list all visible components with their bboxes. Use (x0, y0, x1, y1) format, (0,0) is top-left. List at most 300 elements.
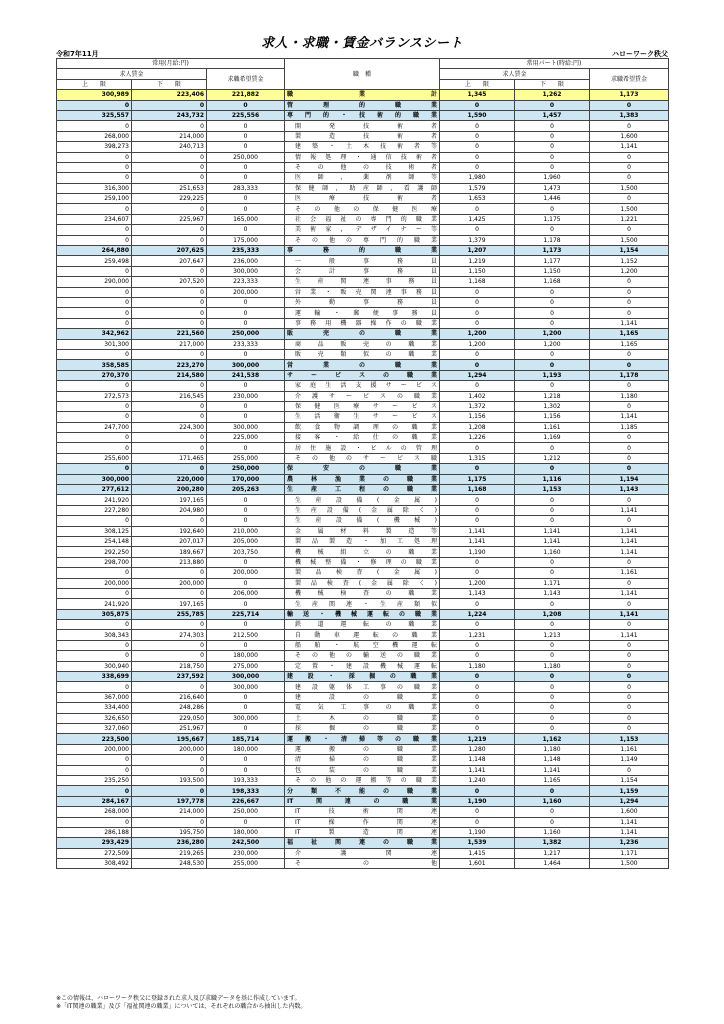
category-row (57, 100, 669, 110)
occupation-cell: 建設躯体工事の職業 (285, 682, 440, 692)
parttime-upper-cell: 1,601 (440, 859, 515, 869)
fulltime-upper-cell: 277,612 (57, 485, 132, 495)
fulltime-lower-cell: 0 (132, 464, 207, 474)
parttime-desired-cell: 0 (590, 516, 669, 526)
fulltime-desired-cell: 205,263 (207, 485, 285, 495)
fulltime-desired-cell: 223,333 (207, 277, 285, 287)
parttime-desired-cell: 1,600 (590, 131, 669, 141)
occupation-cell: 運搬の職業 (285, 744, 440, 754)
parttime-upper-cell: 1,653 (440, 194, 515, 204)
fulltime-upper-cell: 292,250 (57, 547, 132, 557)
fulltime-lower-cell: 251,967 (132, 724, 207, 734)
parttime-lower-cell: 1,116 (515, 474, 590, 484)
parttime-upper-cell: 1,190 (440, 827, 515, 837)
parttime-upper-cell: 0 (440, 349, 515, 359)
fulltime-upper-cell: 290,000 (57, 277, 132, 287)
fulltime-lower-cell: 0 (132, 349, 207, 359)
fulltime-lower-cell: 240,713 (132, 142, 207, 152)
fulltime-lower-cell: 223,270 (132, 360, 207, 370)
table-row (57, 682, 669, 692)
table-row (57, 620, 669, 630)
parttime-upper-cell: 1,980 (440, 173, 515, 183)
fulltime-desired-cell: 0 (207, 308, 285, 318)
parttime-upper-cell: 0 (440, 162, 515, 172)
fulltime-lower-cell: 0 (132, 318, 207, 328)
table-row (57, 162, 669, 172)
parttime-lower-cell: 1,160 (515, 796, 590, 806)
parttime-lower-cell: 0 (515, 142, 590, 152)
parttime-upper-cell: 1,294 (440, 370, 515, 380)
parttime-desired-cell: 1,149 (590, 755, 669, 765)
parttime-lower-cell: 0 (515, 225, 590, 235)
fulltime-desired-cell: 255,000 (207, 859, 285, 869)
occupation-cell: 保安の職業 (285, 464, 440, 474)
table-row (57, 225, 669, 235)
parttime-desired-cell: 0 (590, 464, 669, 474)
footnotes (56, 995, 306, 1011)
fulltime-upper-cell: 264,880 (57, 246, 132, 256)
occupation-cell: 製品検査(金属除く) (285, 578, 440, 588)
parttime-upper-cell: 0 (440, 692, 515, 702)
fulltime-desired-cell: 250,000 (207, 807, 285, 817)
occupation-cell: その他 (285, 859, 440, 869)
category-row (57, 110, 669, 120)
parttime-desired-cell: 1,161 (590, 568, 669, 578)
table-row (57, 297, 669, 307)
parttime-desired-wage-header: 求職希望賃金 (590, 69, 669, 90)
parttime-lower-cell: 1,162 (515, 734, 590, 744)
fulltime-lower-cell: 0 (132, 173, 207, 183)
occupation-cell: その他の保健医療 (285, 204, 440, 214)
occupation-cell: 建築・土木技術者等 (285, 142, 440, 152)
parttime-lower-cell: 1,262 (515, 90, 590, 100)
fulltime-desired-cell: 300,000 (207, 422, 285, 432)
fulltime-upper-cell: 0 (57, 640, 132, 650)
fulltime-lower-cell: 229,050 (132, 713, 207, 723)
parttime-lower-cell: 0 (515, 516, 590, 526)
fulltime-desired-cell: 0 (207, 173, 285, 183)
fulltime-upper-cell: 268,000 (57, 131, 132, 141)
parttime-lower-cell: 0 (515, 495, 590, 505)
occupation-cell: 生産関連・生産類似 (285, 599, 440, 609)
parttime-upper-cell: 0 (440, 121, 515, 131)
parttime-desired-cell: 0 (590, 433, 669, 443)
fulltime-upper-cell: 0 (57, 682, 132, 692)
parttime-upper-cell: 1,200 (440, 578, 515, 588)
parttime-desired-cell: 1,141 (590, 609, 669, 619)
fulltime-desired-cell: 200,000 (207, 287, 285, 297)
table-row (57, 214, 669, 224)
table-row (57, 505, 669, 515)
fulltime-desired-cell: 225,556 (207, 110, 285, 120)
fulltime-desired-cell: 225,000 (207, 433, 285, 443)
fulltime-upper-cell: 308,125 (57, 526, 132, 536)
occupation-cell: 保健医療サービス (285, 401, 440, 411)
parttime-lower-cell: 0 (515, 287, 590, 297)
fulltime-desired-cell: 0 (207, 131, 285, 141)
parttime-upper-cell: 0 (440, 568, 515, 578)
occupation-cell: 販売の職業 (285, 329, 440, 339)
fulltime-upper-cell: 0 (57, 162, 132, 172)
parttime-desired-cell: 1,165 (590, 329, 669, 339)
fulltime-lower-cell: 0 (132, 287, 207, 297)
occupation-cell: 一般事務員 (285, 256, 440, 266)
parttime-upper-cell: 0 (440, 318, 515, 328)
parttime-lower-cell: 1,218 (515, 391, 590, 401)
parttime-lower-cell: 1,178 (515, 235, 590, 245)
fulltime-upper-cell: 0 (57, 755, 132, 765)
parttime-desired-cell: 1,152 (590, 256, 669, 266)
parttime-upper-cell: 1,168 (440, 277, 515, 287)
fulltime-upper-cell: 272,573 (57, 391, 132, 401)
table-row (57, 308, 669, 318)
table-row (57, 412, 669, 422)
fulltime-lower-cell: 217,000 (132, 339, 207, 349)
parttime-upper-cell: 0 (440, 703, 515, 713)
fulltime-upper-cell: 398,273 (57, 142, 132, 152)
fulltime-lower-cell: 255,785 (132, 609, 207, 619)
fulltime-lower-cell: 200,000 (132, 744, 207, 754)
fulltime-lower-cell: 0 (132, 755, 207, 765)
fulltime-offer-wage-header: 求人賃金 (57, 69, 207, 79)
parttime-desired-cell: 0 (590, 640, 669, 650)
occupation-cell: 機械整備・修理の職業 (285, 557, 440, 567)
parttime-desired-cell: 0 (590, 287, 669, 297)
parttime-lower-cell: 1,193 (515, 370, 590, 380)
fulltime-desired-cell: 0 (207, 724, 285, 734)
parttime-upper-cell: 0 (440, 308, 515, 318)
fulltime-lower-cell: 0 (132, 568, 207, 578)
page-title: 求人・求職・賃金バランスシート (260, 36, 464, 51)
fulltime-desired-cell: 165,000 (207, 214, 285, 224)
parttime-lower-cell: 0 (515, 620, 590, 630)
occupation-cell: 製造技術者 (285, 131, 440, 141)
parttime-desired-cell: 0 (590, 225, 669, 235)
category-row (57, 464, 669, 474)
fulltime-desired-cell: 241,538 (207, 370, 285, 380)
fulltime-desired-cell: 170,000 (207, 474, 285, 484)
occupation-cell: 土木の職業 (285, 713, 440, 723)
parttime-desired-cell: 1,194 (590, 474, 669, 484)
occupation-cell: 家庭生活支援サービス (285, 381, 440, 391)
occupation-cell: 生産設備(機械) (285, 516, 440, 526)
fulltime-desired-cell: 0 (207, 817, 285, 827)
parttime-desired-cell: 0 (590, 443, 669, 453)
parttime-upper-cell: 1,141 (440, 536, 515, 546)
fulltime-upper-cell: 316,300 (57, 183, 132, 193)
parttime-desired-cell: 0 (590, 194, 669, 204)
occupation-cell: 販売類似の職業 (285, 349, 440, 359)
parttime-lower-cell: 1,212 (515, 453, 590, 463)
parttime-upper-cell: 1,200 (440, 329, 515, 339)
occupation-cell: 介護サービスの職業 (285, 391, 440, 401)
fulltime-upper-cell: 0 (57, 433, 132, 443)
fulltime-desired-cell: 250,000 (207, 152, 285, 162)
fulltime-desired-cell: 0 (207, 755, 285, 765)
parttime-lower-cell: 0 (515, 557, 590, 567)
fulltime-desired-cell: 242,500 (207, 838, 285, 848)
table-row (57, 755, 669, 765)
fulltime-desired-cell: 275,000 (207, 661, 285, 671)
category-row (57, 246, 669, 256)
fulltime-upper-cell: 0 (57, 287, 132, 297)
occupation-cell: 運輸・郵便事務員 (285, 308, 440, 318)
parttime-upper-cell: 0 (440, 204, 515, 214)
category-row (57, 329, 669, 339)
table-row (57, 183, 669, 193)
occupation-cell: IT操作関連 (285, 817, 440, 827)
parttime-upper-header: 上 限 (440, 79, 515, 89)
parttime-lower-cell: 1,153 (515, 485, 590, 495)
fulltime-upper-cell: 241,920 (57, 495, 132, 505)
fulltime-upper-cell: 0 (57, 297, 132, 307)
category-row (57, 609, 669, 619)
fulltime-lower-cell: 0 (132, 786, 207, 796)
fulltime-desired-cell: 250,000 (207, 329, 285, 339)
parttime-upper-cell: 0 (440, 651, 515, 661)
fulltime-lower-cell: 220,000 (132, 474, 207, 484)
fulltime-upper-cell: 0 (57, 349, 132, 359)
parttime-desired-cell: 1,200 (590, 266, 669, 276)
fulltime-lower-cell: 0 (132, 235, 207, 245)
parttime-desired-cell: 0 (590, 599, 669, 609)
parttime-desired-cell: 0 (590, 152, 669, 162)
fulltime-upper-cell: 300,000 (57, 474, 132, 484)
fulltime-desired-cell: 255,000 (207, 453, 285, 463)
table-row (57, 131, 669, 141)
table-row (57, 339, 669, 349)
fulltime-desired-cell: 0 (207, 121, 285, 131)
parttime-lower-cell: 1,141 (515, 526, 590, 536)
occupation-cell: 清掃の職業 (285, 755, 440, 765)
fulltime-upper-cell: 327,060 (57, 724, 132, 734)
parttime-upper-cell: 0 (440, 381, 515, 391)
parttime-lower-cell: 0 (515, 443, 590, 453)
occupation-cell: 船舶・航空機運転 (285, 640, 440, 650)
parttime-upper-cell: 1,219 (440, 734, 515, 744)
occupation-cell: 輸送・機械運転の職業 (285, 609, 440, 619)
fulltime-lower-cell: 171,465 (132, 453, 207, 463)
table-row (57, 391, 669, 401)
parttime-lower-cell: 1,473 (515, 183, 590, 193)
fulltime-upper-cell: 0 (57, 235, 132, 245)
parttime-upper-cell: 1,539 (440, 838, 515, 848)
fulltime-lower-cell: 248,286 (132, 703, 207, 713)
occupation-cell: 美術家，デザイナー等 (285, 225, 440, 235)
table-row (57, 859, 669, 869)
fulltime-lower-cell: 0 (132, 401, 207, 411)
parttime-desired-cell: 1,236 (590, 838, 669, 848)
parttime-lower-cell: 0 (515, 692, 590, 702)
fulltime-upper-cell: 300,940 (57, 661, 132, 671)
fulltime-desired-cell: 0 (207, 297, 285, 307)
parttime-desired-cell: 0 (590, 765, 669, 775)
parttime-header: 常用パート(時給:円) (440, 59, 669, 69)
table-row (57, 713, 669, 723)
parttime-desired-cell: 0 (590, 173, 669, 183)
fulltime-desired-cell: 180,000 (207, 827, 285, 837)
category-row (57, 370, 669, 380)
parttime-lower-cell: 1,143 (515, 588, 590, 598)
parttime-upper-cell: 1,425 (440, 214, 515, 224)
parttime-upper-cell: 1,224 (440, 609, 515, 619)
fulltime-desired-cell: 0 (207, 142, 285, 152)
parttime-lower-cell: 0 (515, 308, 590, 318)
table-row (57, 349, 669, 359)
fulltime-lower-cell: 204,980 (132, 505, 207, 515)
occupation-cell: 介護関連 (285, 848, 440, 858)
parttime-upper-cell: 1,148 (440, 755, 515, 765)
parttime-lower-cell: 0 (515, 703, 590, 713)
occupation-cell: 管理的職業 (285, 100, 440, 110)
fulltime-lower-cell: 195,667 (132, 734, 207, 744)
fulltime-lower-cell: 219,265 (132, 848, 207, 858)
table-row (57, 142, 669, 152)
parttime-desired-cell: 1,141 (590, 412, 669, 422)
fulltime-desired-cell: 0 (207, 204, 285, 214)
parttime-upper-cell: 0 (440, 297, 515, 307)
fulltime-upper-cell: 305,875 (57, 609, 132, 619)
parttime-lower-cell: 0 (515, 651, 590, 661)
parttime-desired-cell: 1,141 (590, 505, 669, 515)
fulltime-upper-cell: 0 (57, 443, 132, 453)
fulltime-desired-cell: 0 (207, 401, 285, 411)
parttime-lower-cell: 0 (515, 807, 590, 817)
occupation-cell: 会計事務員 (285, 266, 440, 276)
fulltime-desired-cell: 205,000 (207, 536, 285, 546)
occupation-cell: 農林漁業の職業 (285, 474, 440, 484)
fulltime-desired-cell: 180,000 (207, 744, 285, 754)
parttime-upper-cell: 1,143 (440, 588, 515, 598)
table-row (57, 401, 669, 411)
report-date: 令和7年11月 (56, 50, 99, 58)
fulltime-desired-cell: 185,714 (207, 734, 285, 744)
fulltime-desired-cell: 283,333 (207, 183, 285, 193)
parttime-desired-cell: 1,141 (590, 142, 669, 152)
parttime-lower-cell: 0 (515, 599, 590, 609)
table-body (57, 90, 669, 869)
occupation-header: 職 種 (285, 59, 440, 90)
parttime-lower-cell: 1,173 (515, 246, 590, 256)
occupation-cell: 生産関連事務員 (285, 277, 440, 287)
fulltime-upper-cell: 308,492 (57, 859, 132, 869)
table-row (57, 630, 669, 640)
parttime-upper-cell: 0 (440, 464, 515, 474)
occupation-cell: 生産設備(金属除く) (285, 505, 440, 515)
fulltime-lower-cell: 0 (132, 266, 207, 276)
parttime-lower-cell: 1,150 (515, 266, 590, 276)
occupation-cell: その他のサービス職 (285, 453, 440, 463)
fulltime-upper-cell: 286,188 (57, 827, 132, 837)
occupation-cell: 商品販売の職業 (285, 339, 440, 349)
parttime-lower-cell: 1,141 (515, 765, 590, 775)
parttime-desired-cell: 1,141 (590, 547, 669, 557)
fulltime-desired-cell: 0 (207, 225, 285, 235)
parttime-upper-cell: 1,579 (440, 183, 515, 193)
parttime-desired-cell: 1,383 (590, 110, 669, 120)
parttime-lower-cell: 0 (515, 672, 590, 682)
fulltime-lower-cell: 0 (132, 152, 207, 162)
parttime-desired-cell: 0 (590, 713, 669, 723)
category-row (57, 734, 669, 744)
parttime-lower-cell: 1,168 (515, 277, 590, 287)
parttime-lower-cell: 0 (515, 682, 590, 692)
fulltime-lower-cell: 221,560 (132, 329, 207, 339)
parttime-lower-cell: 0 (515, 297, 590, 307)
fulltime-upper-cell: 0 (57, 100, 132, 110)
parttime-desired-cell: 1,141 (590, 827, 669, 837)
parttime-desired-cell: 0 (590, 308, 669, 318)
fulltime-lower-cell: 214,000 (132, 131, 207, 141)
parttime-lower-cell: 1,160 (515, 827, 590, 837)
parttime-upper-cell: 0 (440, 443, 515, 453)
occupation-cell: 居住施設・ビルの管理 (285, 443, 440, 453)
fulltime-desired-cell: 0 (207, 640, 285, 650)
parttime-desired-cell: 0 (590, 349, 669, 359)
fulltime-lower-cell: 248,530 (132, 859, 207, 869)
parttime-upper-cell: 1,345 (440, 90, 515, 100)
table-row (57, 765, 669, 775)
fulltime-desired-cell: 206,000 (207, 588, 285, 598)
fulltime-desired-cell: 0 (207, 516, 285, 526)
fulltime-upper-cell: 268,000 (57, 807, 132, 817)
fulltime-desired-cell: 236,000 (207, 256, 285, 266)
fulltime-lower-cell: 0 (132, 412, 207, 422)
parttime-lower-cell: 1,169 (515, 433, 590, 443)
fulltime-lower-cell: 213,880 (132, 557, 207, 567)
fulltime-lower-header: 下 限 (132, 79, 207, 89)
fulltime-upper-cell: 0 (57, 381, 132, 391)
occupation-cell: 製品製造・加工処理 (285, 536, 440, 546)
fulltime-lower-cell: 0 (132, 297, 207, 307)
fulltime-upper-cell: 272,509 (57, 848, 132, 858)
fulltime-desired-cell: 0 (207, 620, 285, 630)
table-row (57, 235, 669, 245)
fulltime-upper-cell: 367,000 (57, 692, 132, 702)
category-row (57, 485, 669, 495)
fulltime-upper-cell: 0 (57, 651, 132, 661)
fulltime-desired-cell: 225,714 (207, 609, 285, 619)
parttime-upper-cell: 1,379 (440, 235, 515, 245)
parttime-desired-cell: 1,500 (590, 235, 669, 245)
fulltime-desired-cell: 0 (207, 578, 285, 588)
parttime-upper-cell: 1,315 (440, 453, 515, 463)
fulltime-upper-cell: 308,343 (57, 630, 132, 640)
parttime-desired-cell: 0 (590, 495, 669, 505)
parttime-upper-cell: 0 (440, 599, 515, 609)
fulltime-upper-cell: 223,500 (57, 734, 132, 744)
parttime-desired-cell: 1,500 (590, 859, 669, 869)
occupation-cell: 生産設備(金属) (285, 495, 440, 505)
parttime-desired-cell: 0 (590, 724, 669, 734)
parttime-upper-cell: 1,219 (440, 256, 515, 266)
fulltime-desired-cell: 230,000 (207, 391, 285, 401)
fulltime-upper-cell: 298,700 (57, 557, 132, 567)
occupation-cell: その他の専門的職業 (285, 235, 440, 245)
fulltime-upper-cell: 0 (57, 318, 132, 328)
fulltime-desired-cell: 300,000 (207, 672, 285, 682)
parttime-lower-cell: 1,302 (515, 401, 590, 411)
fulltime-desired-cell: 0 (207, 495, 285, 505)
occupation-cell: 外勤事務員 (285, 297, 440, 307)
occupation-cell: IT関連の職業 (285, 796, 440, 806)
table-row (57, 547, 669, 557)
parttime-desired-cell: 1,173 (590, 90, 669, 100)
parttime-lower-cell: 1,141 (515, 536, 590, 546)
fulltime-desired-cell: 200,000 (207, 568, 285, 578)
parttime-upper-cell: 0 (440, 225, 515, 235)
parttime-desired-cell: 1,141 (590, 526, 669, 536)
